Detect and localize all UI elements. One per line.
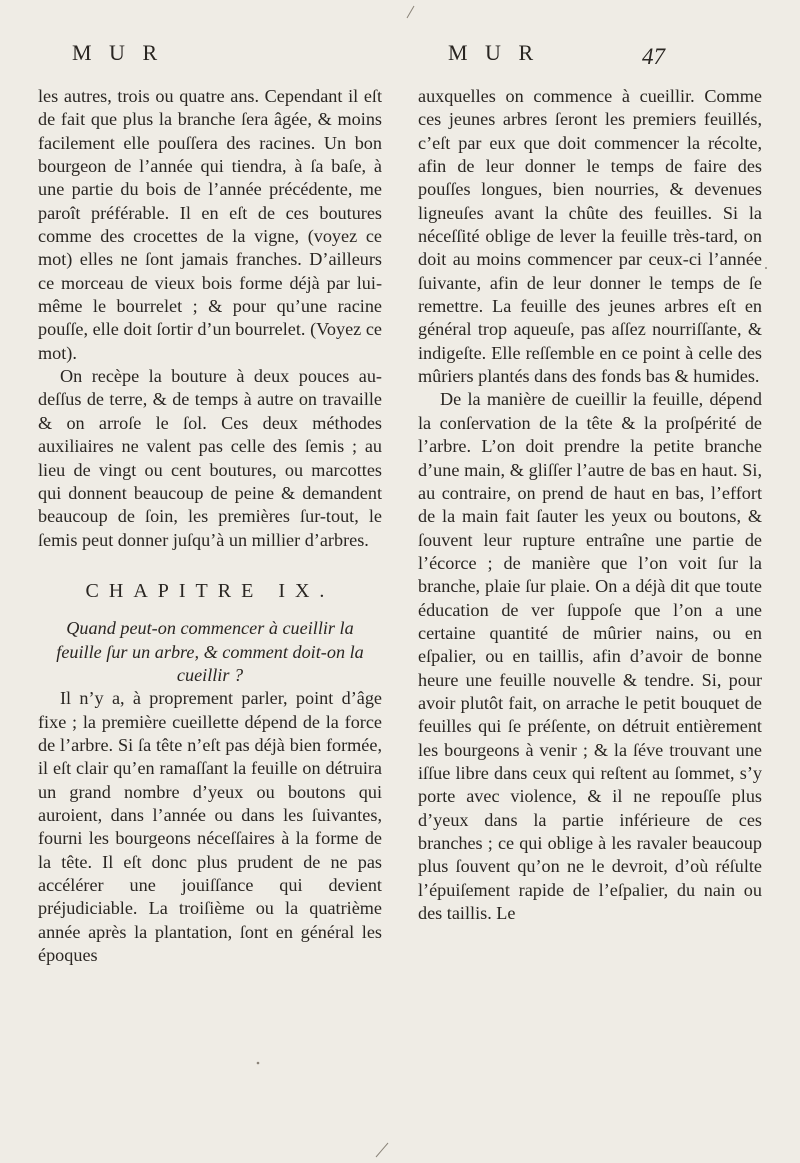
right-text-column (418, 85, 762, 925)
left-paragraph-1: les autres, trois ou quatre ans. Cependant il eſt de fait que plus la branche ſera âgée, & moins facilement elle pouſſera des racines. Un bon bourgeon de l’année qui tiendra, à ſa baſe, à une partie du bois de l’année précédente, me paroît préférable. Il en eſt de ces boutures comme des crocettes de la vigne, (voyez ce mot) elles ne ſont jamais franches. D’ailleurs ce morceau de vieux bois forme déjà par lui-même le bourrelet ; & pour qu’une racine pouſſe, elle doit ſortir d’un bourrelet. (Voyez ce mot). (38, 86, 382, 363)
right-paragraph-2: De la manière de cueillir la feuille, dépend la conſervation de la tête & la proſpérité de l’arbre. L’on doit prendre la petite branche d’une main, & gliſſer l’autre de bas en haut. Si, au contraire, on prend de haut en bas, l’effort de la main fait ſauter les yeux ou boutons, & ſouvent leur rupture entraîne une partie de l’écorce ; de manière que l’on voit ſur la branche, plaie ſur plaie. On a déjà dit que toute éducation de ver ſuppoſe que l’on a une certaine quantité de mûrier nains, ou en eſpalier, ou en taillis, afin d’avoir de bonne heure une feuille nouvelle & tendre. Si, pour avoir plutôt fait, on arrache le petit bouquet de feuilles qui ſe préſente, on détruit entièrement les bourgeons à venir ; & la ſéve trouvant une iſſue libre dans ceux qui reſtent au ſommet, s’y porte avec violence, & il ne repouſſe plus d’yeux dans la partie inférieure de ces branches ; ce qui oblige à les ravaler beaucoup plus ſouvent qu’on ne le devroit, d’où réſulte l’épuiſement rapide de l’eſpalier, du nain ou des taillis. Le (418, 389, 762, 924)
left-text-column (38, 85, 382, 967)
page-header (36, 40, 766, 76)
chapter-title: CHAPITRE IX. (85, 579, 335, 602)
right-paragraph-1: auxquelles on commence à cueillir. Comme ces jeunes arbres ſeront les premiers feuillés, c’eſt par eux que doit commencer la récolte, afin de leur donner le temps de faire des pouſſes longues, bien nourries, & devenues ligneuſes avant la chûte des feuilles. Si la néceſſité oblige de lever la feuille très-tard, on doit au moins commencer par ceux-ci l’année ſuivante, afin de leur donner le temps de ſe remettre. La feuille des jeunes arbres eſt en général trop aqueuſe, pas aſſez nourriſſante, & indigeſte. Elle reſſemble en ce point à celle des mûriers plantés dans des fonds bas & humides. (418, 86, 762, 387)
page-number: 47 (642, 44, 665, 69)
left-paragraph-2: On recèpe la bouture à deux pouces au-deſſus de terre, & de temps à autre on travaille & on arroſe le ſol. Ces deux méthodes auxiliaires ne valent pas celle des ſemis ; au lieu de vingt ou cent boutures, ou marcottes qui donnent beaucoup de peine & demandent beaucoup de ſoin, les premières ſur-tout, le ſemis peut donner juſqu’à un millier d’arbres. (38, 366, 382, 550)
left-paragraph-3: Il n’y a, à proprement parler, point d’âge fixe ; la première cueillette dépend de la force de l’arbre. Si ſa tête n’eſt pas déjà bien formée, il eſt clair qu’en ramaſſant la feuille on détruira un grand nombre d’yeux ou boutons qui auroient, dans l’année ou dans les ſuivantes, fourni les bourgeons néceſſaires à la forme de la tête. Il eſt donc plus prudent de ne pas accélérer une jouiſſance qui devient préjudiciable. La troiſième ou la quatrième année après la plantation, ſont en général les époques (38, 688, 382, 966)
left-running-head: M U R (72, 40, 164, 65)
right-running-head: M U R (448, 40, 540, 65)
chapter-question: Quand peut-on commencer à cueillir la feuille ſur un arbre, & comment doit-on la cueillir ? (56, 618, 364, 685)
